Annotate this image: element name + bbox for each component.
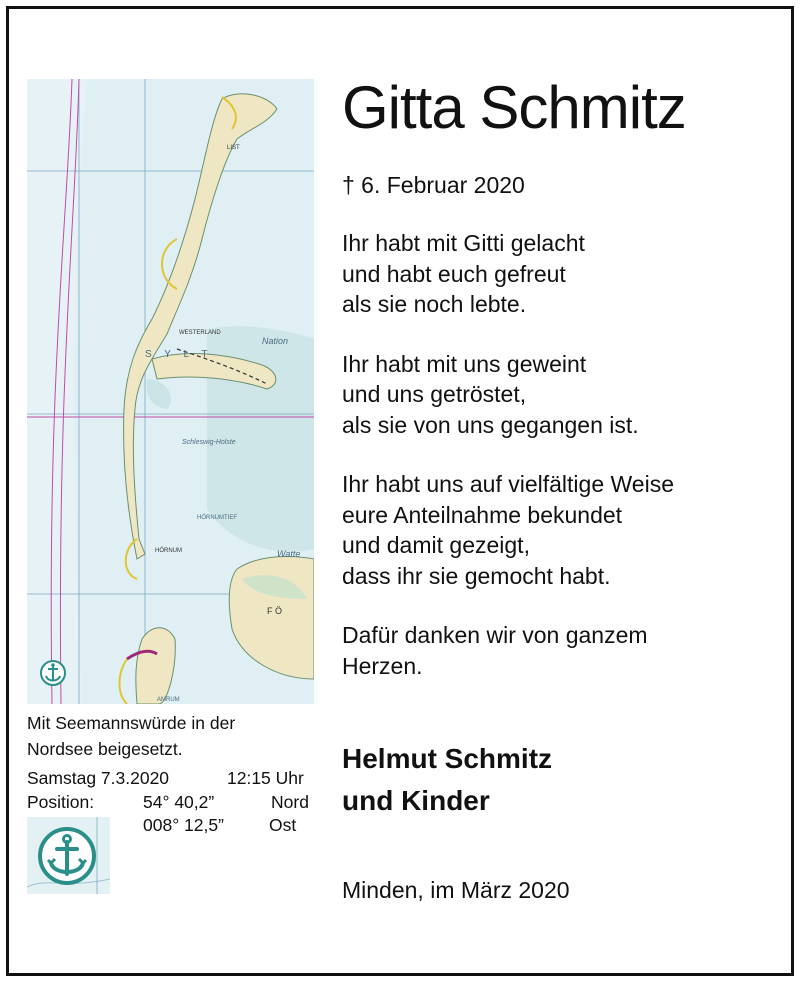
burial-line: Mit Seemannswürde in der <box>27 713 236 733</box>
signers <box>342 738 552 822</box>
burial-date: Samstag 7.3.2020 <box>27 768 170 788</box>
map-label-list: LIST <box>227 145 240 151</box>
poem-stanza <box>342 469 674 591</box>
poem-line: als sie noch lebte. <box>342 291 527 317</box>
map-label-westerland: WESTERLAND <box>179 330 221 336</box>
anchor-icon <box>41 661 65 685</box>
poem-line: und uns getröstet, <box>342 381 527 407</box>
poem-line: Ihr habt uns auf vielfältige Weise <box>342 471 674 497</box>
burial-note <box>27 710 235 762</box>
latitude: 54° 40,2” <box>143 791 215 812</box>
signer-line: und Kinder <box>342 785 490 816</box>
poem-stanza <box>342 349 674 441</box>
anchor-icon <box>40 829 94 883</box>
position-row <box>27 791 327 815</box>
latitude-direction: Nord <box>271 791 309 812</box>
poem-stanza <box>342 620 674 681</box>
position-label: Position: <box>27 791 95 812</box>
burial-time: 12:15 Uhr <box>227 768 304 788</box>
deceased-name: Gitta Schmitz <box>342 74 686 141</box>
map-label-foehr: F Ö <box>267 606 282 616</box>
poem-line: als sie von uns gegangen ist. <box>342 411 639 438</box>
anchor-emblem <box>27 817 110 894</box>
poem-line: Ihr habt mit Gitti gelacht <box>342 230 585 256</box>
poem-line: eure Anteilnahme bekundet <box>342 501 623 528</box>
nautical-map <box>27 79 314 704</box>
signer-line: Helmut Schmitz <box>342 743 553 774</box>
place-date: Minden, im März 2020 <box>342 877 570 903</box>
map-label-hoernum: HÖRNUM <box>155 548 182 554</box>
map-label-nation: Nation <box>262 336 289 346</box>
poem-line: und damit gezeigt, <box>342 532 530 558</box>
burial-date-row <box>27 767 327 791</box>
poem-line: und habt euch gefreut <box>342 260 566 287</box>
poem-line: Dafür danken wir von ganzem <box>342 622 648 648</box>
poem-line: dass ihr sie gemocht habt. <box>342 562 611 589</box>
map-label-schleswig: Schleswig-Holste <box>182 439 236 446</box>
poem-line: Ihr habt mit uns geweint <box>342 350 587 377</box>
poem-stanza <box>342 228 674 320</box>
map-label-sylt: S Y L T <box>145 349 213 360</box>
map-label-amrum: AMRUM <box>157 697 180 703</box>
death-date: † 6. Februar 2020 <box>342 172 525 198</box>
burial-line: Nordsee beigesetzt. <box>27 739 183 759</box>
poem <box>342 228 674 710</box>
longitude-direction: Ost <box>269 815 297 835</box>
poem-line: Herzen. <box>342 652 423 679</box>
longitude: 008° 12,5” <box>143 815 224 835</box>
map-label-hoernumtief: HÖRNUMTIEF <box>197 515 237 521</box>
map-label-watten: Watte <box>277 549 301 559</box>
